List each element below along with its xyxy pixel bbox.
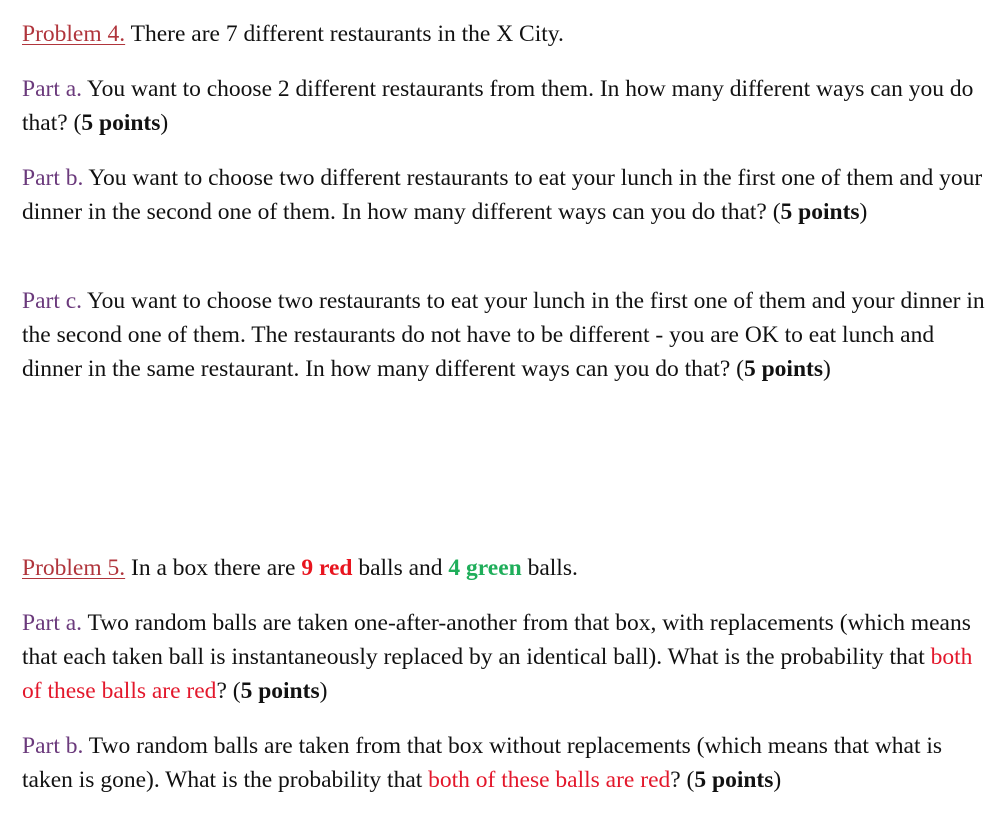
p5-part-a-after: ? ( — [216, 678, 241, 704]
part-c-points: 5 points — [743, 356, 823, 382]
part-b-close: ) — [859, 199, 868, 225]
p5-part-a-text: Two random balls are taken one-after-another from that box, with replacements (which means that each taken ball is instantaneously replaced by an identical ball). What is the probability that — [22, 610, 971, 670]
part-b-text: You want to choose two different restaurants to eat your lunch in the first one of them and your dinner in the second one of them. In how many different ways can you do that? ( — [22, 165, 983, 225]
problem-4-text: There are 7 different restaurants in the X City. — [125, 21, 564, 47]
part-c-close: ) — [822, 356, 831, 382]
part-c-text: You want to choose two restaurants to eat your lunch in the first one of them and your dinner in the second one of them. The restaurants do not have to be different - you are OK to eat lunch and dinner in the same restaurant. In how many different ways can you do that? ( — [22, 288, 985, 382]
p5-part-b-close: ) — [773, 767, 782, 793]
p5-part-a-close: ) — [319, 678, 328, 704]
p5-part-b-text: Two random balls are taken from that box without replacements (which means that what is taken is gone). What is the probability that — [22, 733, 943, 793]
p5-part-a-points: 5 points — [240, 678, 320, 704]
p5-part-b-highlight: both of these balls are red — [428, 767, 671, 793]
problem-5-text-2: balls and — [352, 555, 449, 581]
problem-5-heading — [22, 551, 986, 585]
problem-4-part-a — [22, 72, 986, 140]
p5-part-b-points: 5 points — [694, 767, 774, 793]
problem-5-text-1: In a box there are — [125, 555, 302, 581]
p5-part-b-after: ? ( — [670, 767, 695, 793]
problem-4-part-c — [22, 284, 986, 386]
part-c-label: Part c. — [22, 288, 83, 314]
problem-5-label: Problem 5. — [22, 555, 126, 581]
part-b-points: 5 points — [780, 199, 860, 225]
problem-5-part-b — [22, 729, 986, 797]
problem-5-part-a — [22, 606, 986, 708]
problem-4-label: Problem 4. — [22, 21, 126, 47]
part-b-label: Part b. — [22, 165, 84, 191]
red-ball-count: 9 red — [301, 555, 353, 581]
green-ball-count: 4 green — [448, 555, 522, 581]
p5-part-a-label: Part a. — [22, 610, 83, 636]
p5-part-a-highlight: both of these balls are red — [22, 644, 973, 704]
p5-part-b-label: Part b. — [22, 733, 84, 759]
part-a-close: ) — [160, 110, 169, 136]
part-a-points: 5 points — [81, 110, 161, 136]
problem-4-part-b — [22, 161, 986, 229]
problem-4-heading — [22, 17, 986, 51]
problem-5-text-3: balls. — [521, 555, 578, 581]
part-a-text: You want to choose 2 different restaurants from them. In how many different ways can you do that? ( — [22, 76, 974, 136]
part-a-label: Part a. — [22, 76, 83, 102]
